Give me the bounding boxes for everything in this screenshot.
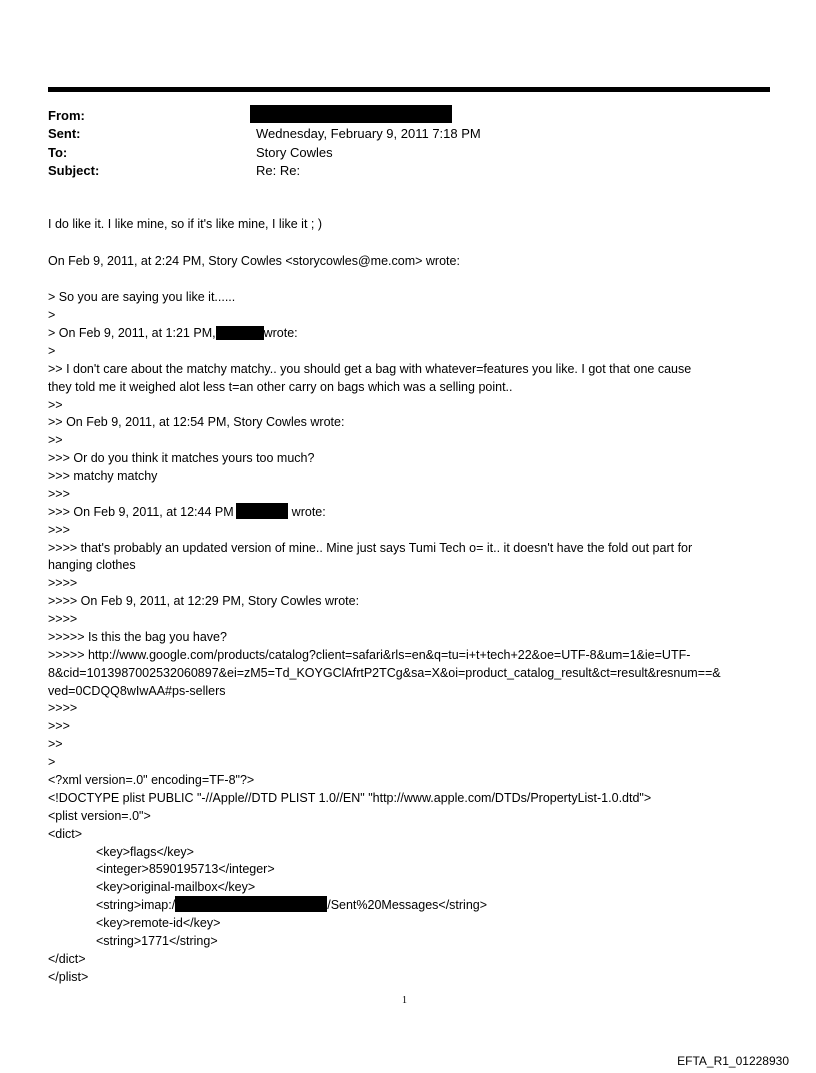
body-line: </plist> xyxy=(48,970,89,984)
body-line: >>>> xyxy=(48,701,78,715)
header-rule xyxy=(48,87,770,92)
body-line: >> xyxy=(48,433,63,447)
to-value: Story Cowles xyxy=(256,145,333,160)
body-line: >> I don't care about the matchy matchy.. you should get a bag with whatever=features you like. I got that one cause xyxy=(48,362,692,376)
body-line: <dict> xyxy=(48,827,83,841)
redacted-name xyxy=(236,503,288,519)
redacted-server xyxy=(175,896,327,912)
body-line: <plist version=.0"> xyxy=(48,809,151,823)
body-line xyxy=(48,324,298,342)
body-line: <?xml version=.0" encoding=TF-8"?> xyxy=(48,773,255,787)
body-line: <!DOCTYPE plist PUBLIC "-//Apple//DTD PLIST 1.0//EN" "http://www.apple.com/DTDs/PropertyList-1.0.dtd"> xyxy=(48,791,652,805)
body-line-part: <string>imap:/ xyxy=(96,898,176,912)
body-line xyxy=(48,503,326,521)
body-line: >>> xyxy=(48,719,70,733)
body-line-part: > On Feb 9, 2011, at 1:21 PM, xyxy=(48,326,216,340)
body-line: >>>> xyxy=(48,612,78,626)
sent-label: Sent: xyxy=(48,126,81,141)
body-line: >> xyxy=(48,398,63,412)
body-line: >>>>> http://www.google.com/products/catalog?client=safari&rls=en&q=tu=i+t+tech+22&oe=UTF-8&um=1&ie=UTF- xyxy=(48,648,691,662)
subject-label: Subject: xyxy=(48,163,100,178)
body-line-part: >>> On Feb 9, 2011, at 12:44 PM xyxy=(48,505,234,519)
body-line: On Feb 9, 2011, at 2:24 PM, Story Cowles <storycowles@me.com> wrote: xyxy=(48,254,460,268)
body-line-part: wrote: xyxy=(291,505,326,519)
body-line: </dict> xyxy=(48,952,86,966)
subject-value: Re: Re: xyxy=(256,163,301,178)
body-line: >>>> On Feb 9, 2011, at 12:29 PM, Story Cowles wrote: xyxy=(48,594,360,608)
body-line: hanging clothes xyxy=(48,558,136,572)
body-line: >>> matchy matchy xyxy=(48,469,158,483)
to-label: To: xyxy=(48,145,68,160)
body-line: > So you are saying you like it...... xyxy=(48,290,236,304)
body-line xyxy=(96,896,487,914)
sent-value: Wednesday, February 9, 2011 7:18 PM xyxy=(256,126,481,141)
body-line: <key>original-mailbox</key> xyxy=(96,880,256,894)
document-id: EFTA_R1_01228930 xyxy=(677,1054,789,1068)
body-line: >> xyxy=(48,737,63,751)
body-line: >>> xyxy=(48,523,70,537)
body-line: >>>> that's probably an updated version of mine.. Mine just says Tumi Tech o= it.. it doesn't have the fold out part for xyxy=(48,541,693,555)
body-line: > xyxy=(48,344,56,358)
body-line: >>>>> Is this the bag you have? xyxy=(48,630,227,644)
body-line: >>> Or do you think it matches yours too much? xyxy=(48,451,315,465)
body-line: <integer>8590195713</integer> xyxy=(96,862,275,876)
body-line: 8&cid=1013987002532060897&ei=zM5=Td_KOYGClAfrtP2TCg&sa=X&oi=product_catalog_result&ct=result&resnum==& xyxy=(48,666,721,680)
body-line: <string>1771</string> xyxy=(96,934,218,948)
body-line: <key>flags</key> xyxy=(96,845,194,859)
body-line: > xyxy=(48,308,56,322)
page-number: 1 xyxy=(402,995,407,1006)
body-line-part: wrote: xyxy=(263,326,298,340)
body-line: > xyxy=(48,755,56,769)
body-line: >>>> xyxy=(48,576,78,590)
body-line: I do like it. I like mine, so if it's like mine, I like it ; ) xyxy=(48,217,322,231)
body-line-part: /Sent%20Messages</string> xyxy=(327,898,488,912)
redacted-name xyxy=(216,326,264,340)
body-line: <key>remote-id</key> xyxy=(96,916,221,930)
body-line: >> On Feb 9, 2011, at 12:54 PM, Story Cowles wrote: xyxy=(48,415,345,429)
from-label: From: xyxy=(48,108,85,123)
body-line: >>> xyxy=(48,487,70,501)
body-line: they told me it weighed alot less t=an other carry on bags which was a selling point.. xyxy=(48,380,513,394)
redacted-sender xyxy=(250,105,452,123)
body-line: ved=0CDQQ8wIwAA#ps-sellers xyxy=(48,684,226,698)
